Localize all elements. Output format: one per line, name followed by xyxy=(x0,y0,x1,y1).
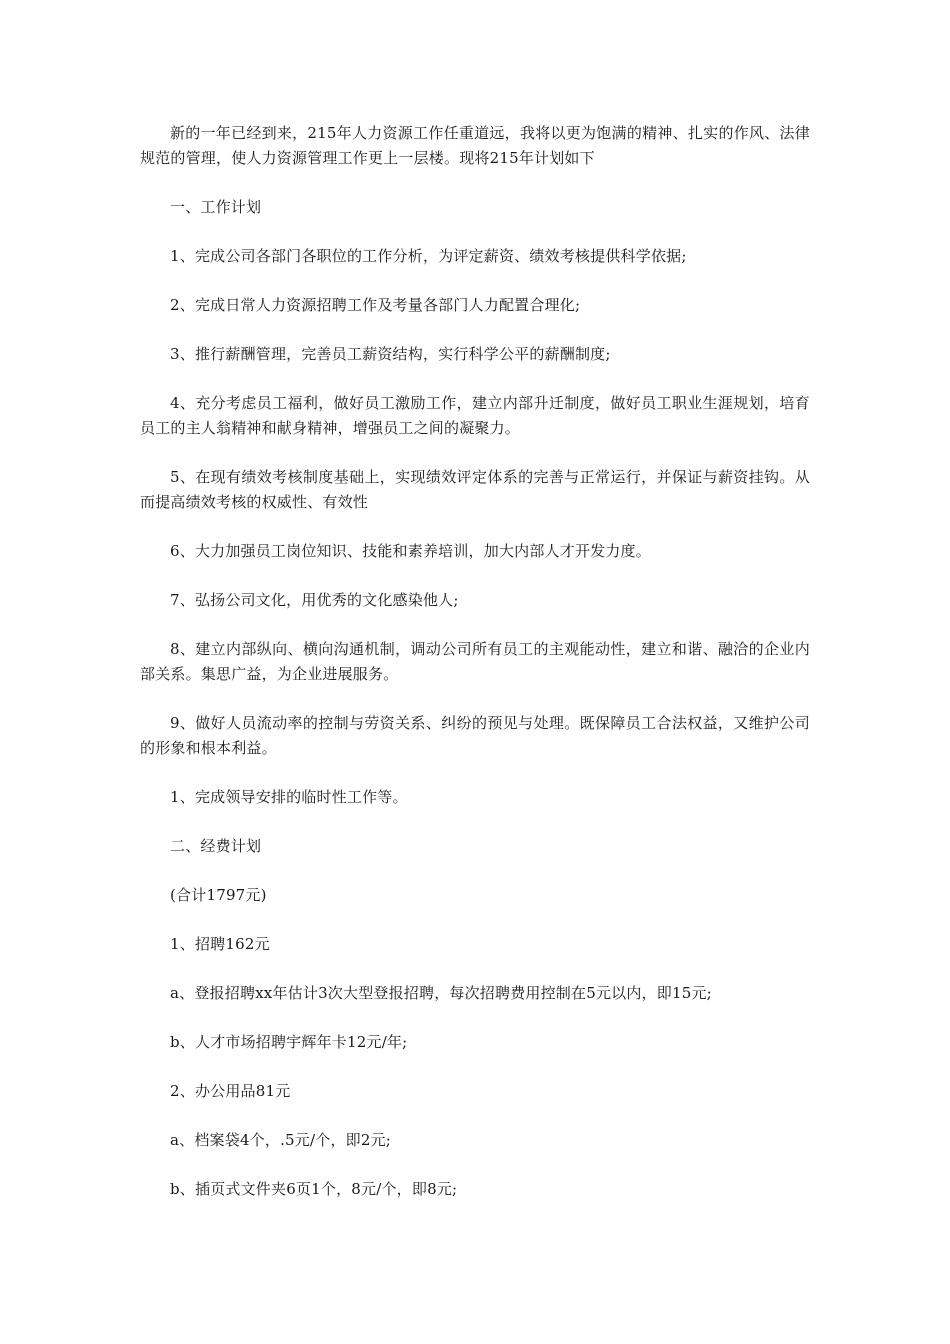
document-body xyxy=(140,121,810,1202)
list-item: 1、完成领导安排的临时性工作等。 xyxy=(170,788,408,806)
list-item: 8、建立内部纵向、横向沟通机制，调动公司所有员工的主观能动性，建立和谐、融洽的企业内部关系。集思广益，为企业进展服务。 xyxy=(140,640,810,683)
budget-total: (合计1797元) xyxy=(170,886,267,904)
list-item: 5、在现有绩效考核制度基础上，实现绩效评定体系的完善与正常运行，并保证与薪资挂钩。从而提高绩效考核的权威性、有效性 xyxy=(140,468,810,511)
list-item: 6、大力加强员工岗位知识、技能和素养培训，加大内部人才开发力度。 xyxy=(170,542,651,560)
list-item: 1、招聘162元 xyxy=(170,935,270,953)
list-item: 2、完成日常人力资源招聘工作及考量各部门人力配置合理化; xyxy=(170,296,581,314)
sub-list-item: a、档案袋4个，.5元/个，即2元; xyxy=(170,1131,392,1149)
list-item: 7、弘扬公司文化，用优秀的文化感染他人; xyxy=(170,591,459,609)
list-item: 1、完成公司各部门各职位的工作分析，为评定薪资、绩效考核提供科学依据; xyxy=(170,247,687,265)
intro-paragraph: 新的一年已经到来，215年人力资源工作任重道远，我将以更为饱满的精神、扎实的作风、法律规范的管理，使人力资源管理工作更上一层楼。现将215年计划如下 xyxy=(140,124,810,167)
sub-list-item: a、登报招聘xx年估计3次大型登报招聘，每次招聘费用控制在5元以内，即15元; xyxy=(170,984,712,1002)
section-heading-work-plan: 一、工作计划 xyxy=(170,198,262,216)
list-item: 2、办公用品81元 xyxy=(170,1082,291,1100)
sub-list-item: b、人才市场招聘宇辉年卡12元/年; xyxy=(170,1033,408,1051)
list-item: 3、推行薪酬管理，完善员工薪资结构，实行科学公平的薪酬制度; xyxy=(170,345,611,363)
sub-list-item: b、插页式文件夹6页1个，8元/个，即8元; xyxy=(170,1180,458,1198)
section-heading-budget-plan: 二、经费计划 xyxy=(170,837,262,855)
list-item: 9、做好人员流动率的控制与劳资关系、纠纷的预见与处理。既保障员工合法权益，又维护公司的形象和根本利益。 xyxy=(140,714,810,757)
list-item: 4、充分考虑员工福利，做好员工激励工作，建立内部升迁制度，做好员工职业生涯规划，培育员工的主人翁精神和献身精神，增强员工之间的凝聚力。 xyxy=(140,394,810,437)
